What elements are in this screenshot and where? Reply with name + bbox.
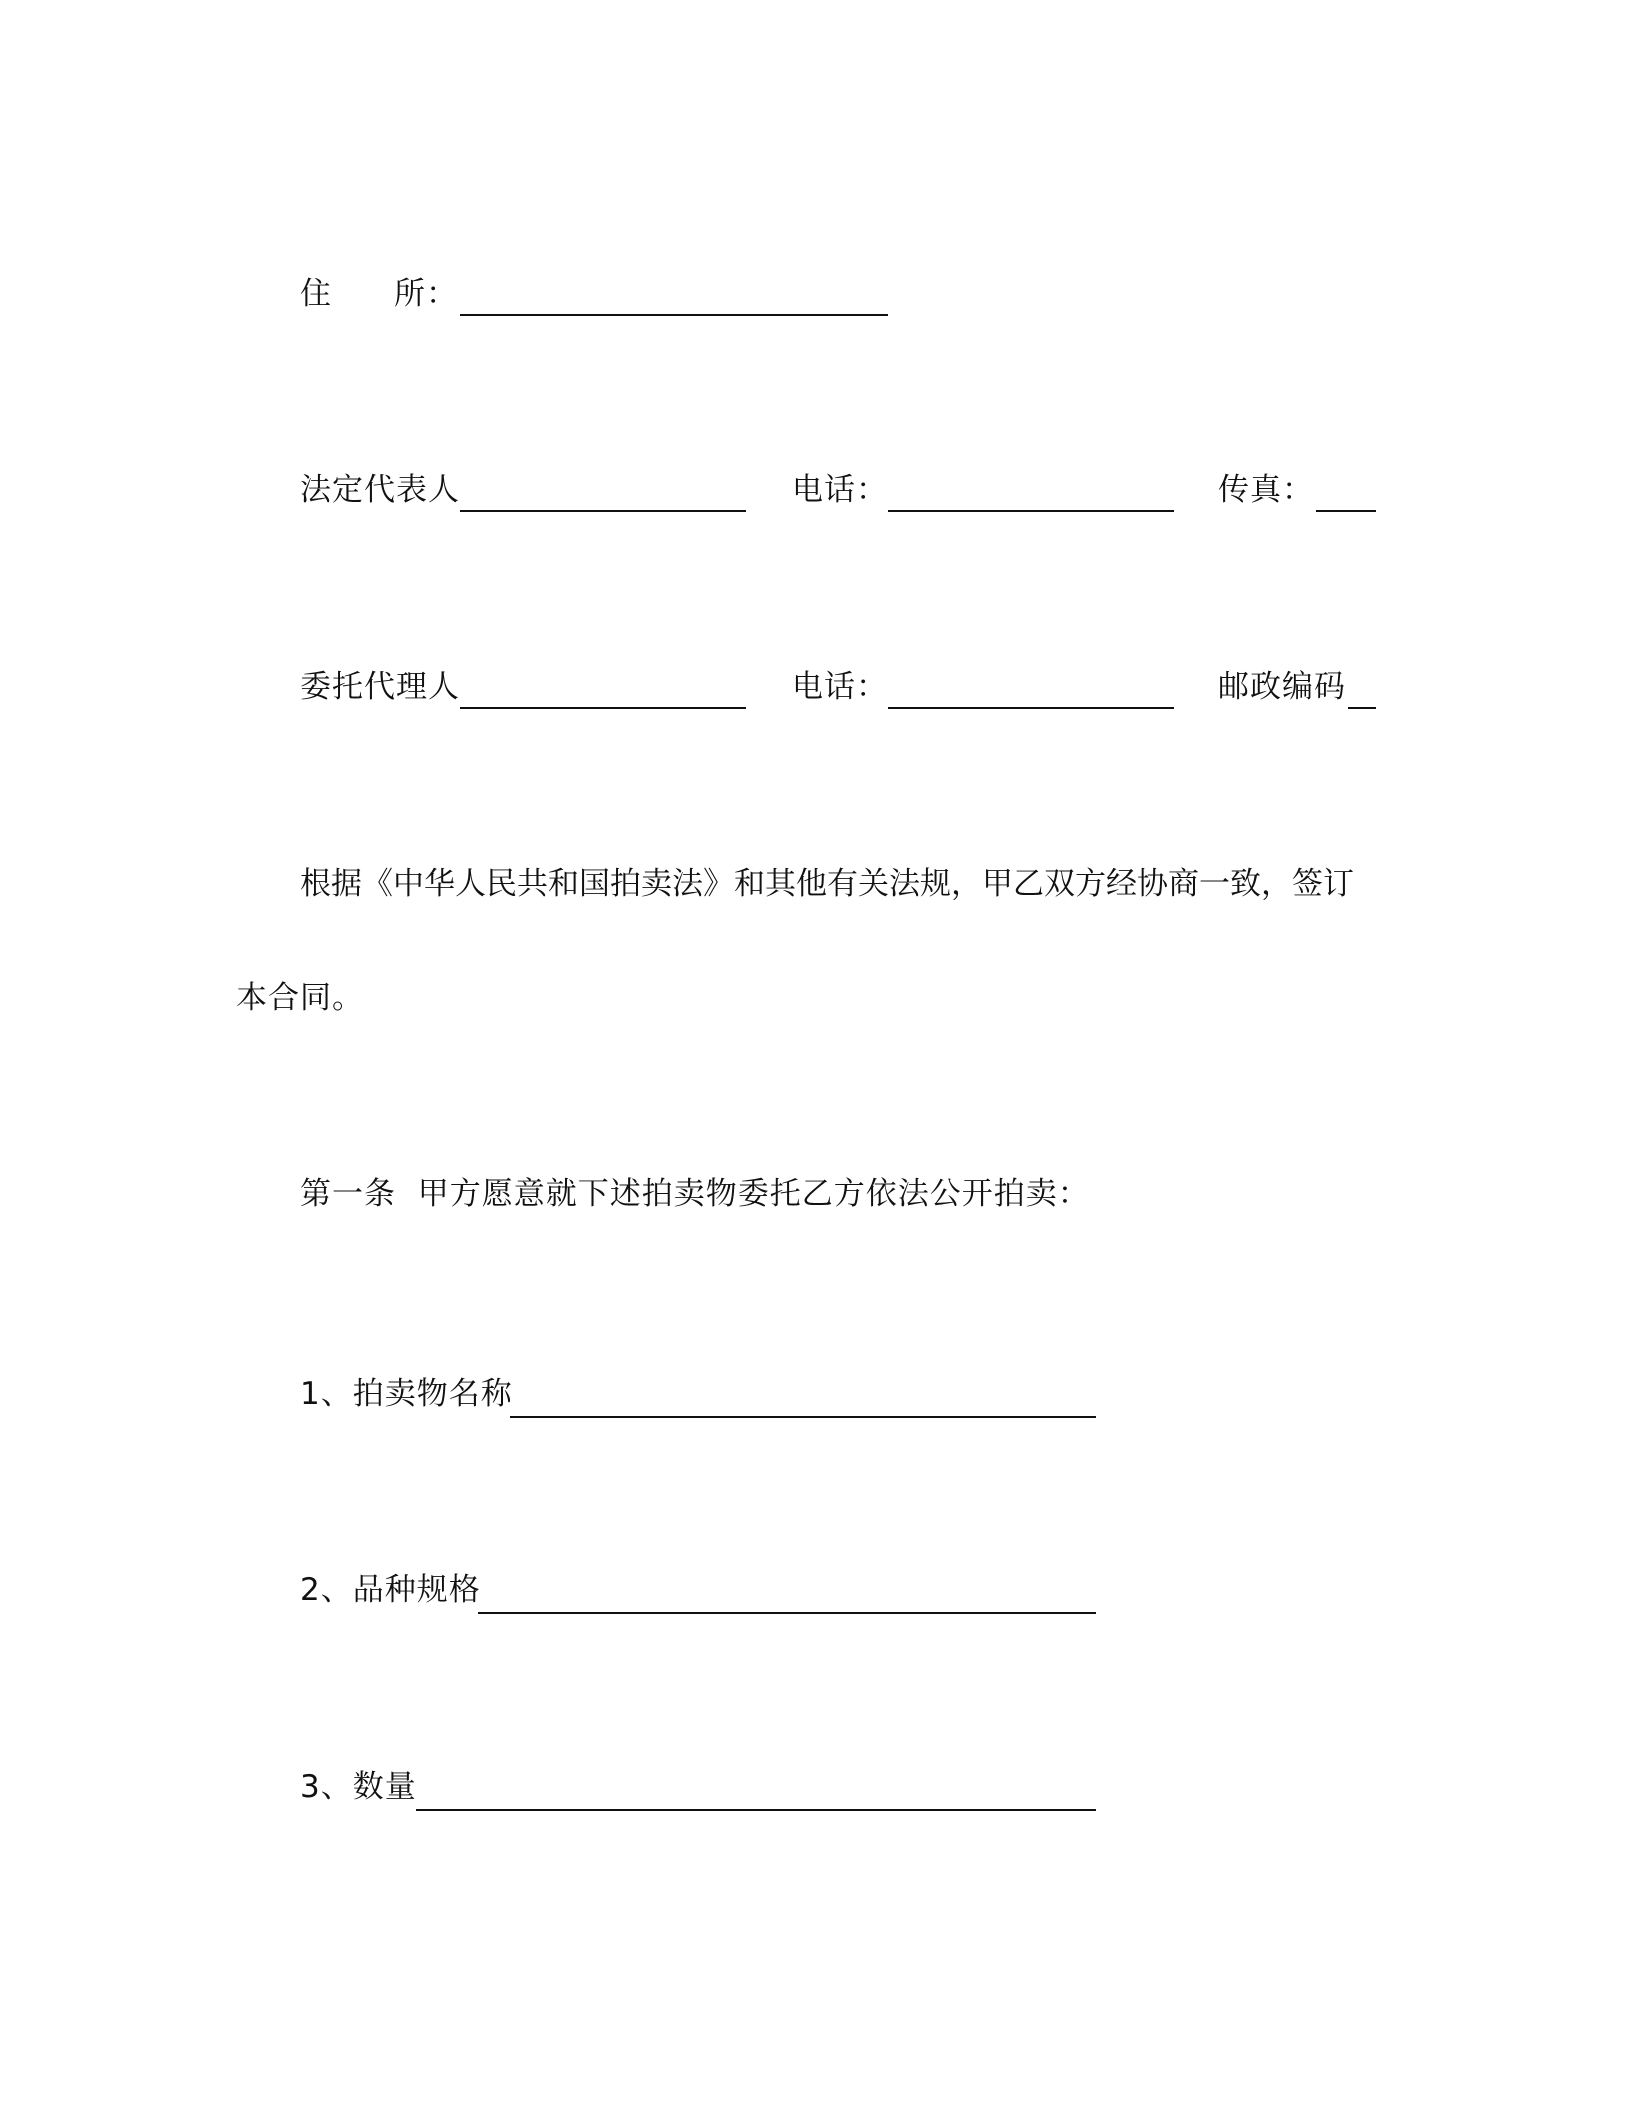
item-3-field[interactable]	[416, 1809, 1096, 1811]
agent-phone-field[interactable]	[888, 707, 1174, 709]
preamble-line-2: 本合同。	[236, 980, 364, 1016]
legal-rep-field[interactable]	[460, 510, 746, 512]
legal-rep-phone-field[interactable]	[888, 510, 1174, 512]
legal-rep-label: 法定代表人	[300, 472, 460, 508]
agent-label: 委托代理人	[300, 669, 460, 705]
item-3-label: 3、数量	[300, 1769, 417, 1805]
article-1-text: 第一条 甲方愿意就下述拍卖物委托乙方依法公开拍卖：	[300, 1176, 1090, 1212]
fax-field[interactable]	[1316, 510, 1376, 512]
postcode-field[interactable]	[1348, 707, 1376, 709]
agent-field[interactable]	[460, 707, 746, 709]
postcode-label: 邮政编码	[1218, 669, 1346, 705]
fax-label: 传真：	[1218, 472, 1314, 508]
item-1-label: 1、拍卖物名称	[300, 1376, 513, 1412]
item-2-field[interactable]	[478, 1612, 1096, 1614]
address-field[interactable]	[460, 314, 888, 316]
item-1-field[interactable]	[510, 1416, 1096, 1418]
address-label-char1: 住	[300, 276, 332, 312]
legal-rep-phone-label: 电话：	[792, 472, 888, 508]
item-2-label: 2、品种规格	[300, 1572, 481, 1608]
address-label-char2: 所：	[394, 276, 458, 312]
preamble-line-1: 根据《中华人民共和国拍卖法》和其他有关法规，甲乙双方经协商一致，签订	[300, 866, 1354, 902]
agent-phone-label: 电话：	[792, 669, 888, 705]
